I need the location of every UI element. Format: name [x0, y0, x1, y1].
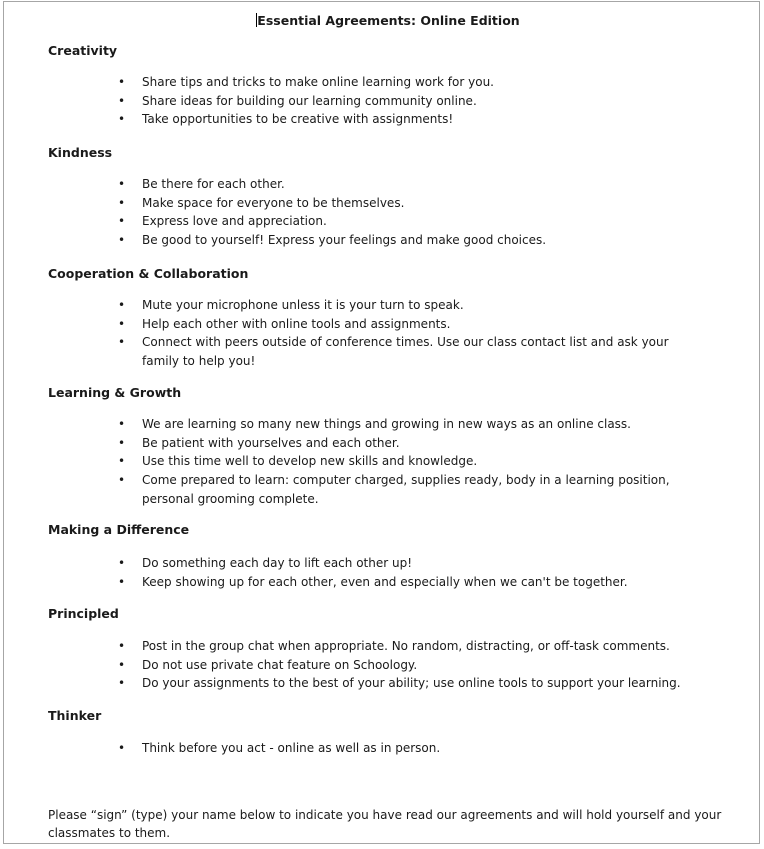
list-item: • Use this time well to develop new skills and knowledge.: [48, 452, 728, 471]
section-learning-growth-list: [48, 415, 728, 509]
bullet-icon: •: [118, 574, 126, 589]
section-creativity-list: [48, 73, 728, 129]
bullet-icon: •: [118, 639, 126, 653]
section-principled-list: [48, 637, 728, 693]
section-heading: Creativity: [48, 43, 118, 58]
section-kindness: [48, 144, 728, 162]
section-heading: Principled: [48, 606, 119, 621]
section-heading: Thinker: [48, 708, 102, 723]
list-item: • Make space for everyone to be themselves.: [48, 194, 728, 213]
bullet-icon: •: [118, 214, 126, 229]
bullet-icon: •: [118, 454, 126, 469]
bullet-icon: •: [118, 556, 126, 570]
list-item: • Post in the group chat when appropriate. No random, distracting, or off-task comments.: [48, 637, 728, 656]
section-making-a-difference: [48, 521, 728, 539]
section-cooperation-collaboration-list: [48, 296, 728, 371]
section-heading: Kindness: [48, 145, 113, 160]
list-item: • Help each other with online tools and assignments.: [48, 315, 728, 334]
section-heading: Learning & Growth: [48, 385, 182, 400]
closing-note: Please “sign” (type) your name below to indicate you have read our agreements and will hold yourself and your classmates to them.: [48, 808, 722, 840]
section-learning-growth: [48, 384, 728, 402]
bullet-icon: •: [118, 417, 126, 431]
bullet-icon: •: [118, 741, 126, 755]
list-item: • Share ideas for building our learning community online.: [48, 92, 728, 111]
section-making-a-difference-list: [48, 554, 728, 591]
section-creativity: [48, 42, 728, 60]
list-item: • Do not use private chat feature on Schoology.: [48, 656, 728, 675]
section-thinker-list: [48, 739, 728, 758]
bullet-icon: •: [118, 657, 126, 672]
list-item: • Express love and appreciation.: [48, 212, 728, 231]
list-item: • Connect with peers outside of conference times. Use our class contact list and ask your family to help you!: [118, 335, 669, 369]
bullet-icon: •: [118, 112, 126, 127]
bullet-icon: •: [118, 177, 126, 191]
list-item: • Share tips and tricks to make online learning work for you.: [48, 73, 728, 92]
list-item: • Be patient with yourselves and each other.: [48, 434, 728, 453]
bullet-icon: •: [118, 93, 126, 108]
bullet-icon: •: [118, 75, 126, 89]
document-page[interactable]: [3, 1, 760, 844]
list-item: • Keep showing up for each other, even and especially when we can't be together.: [48, 573, 728, 592]
section-heading: Cooperation & Collaboration: [48, 266, 249, 281]
document-title: Essential Agreements: Online Edition: [257, 13, 520, 28]
list-item: • Do your assignments to the best of your ability; use online tools to support your learning.: [48, 674, 728, 693]
bullet-icon: •: [118, 298, 126, 312]
section-kindness-list: [48, 175, 728, 250]
list-item: • Think before you act - online as well as in person.: [48, 739, 728, 758]
bullet-icon: •: [118, 195, 126, 210]
bullet-icon: •: [118, 316, 126, 331]
list-item: • Be there for each other.: [48, 175, 728, 194]
list-item: • Come prepared to learn: computer charged, supplies ready, body in a learning position, personal grooming complete.: [118, 473, 670, 506]
bullet-icon: •: [118, 233, 126, 248]
section-cooperation-collaboration: [48, 265, 728, 283]
list-item: • Be good to yourself! Express your feelings and make good choices.: [48, 231, 728, 250]
list-item: • Mute your microphone unless it is your turn to speak.: [48, 296, 728, 315]
bullet-icon: •: [118, 473, 126, 488]
list-item: • We are learning so many new things and growing in new ways as an online class.: [48, 415, 728, 434]
section-heading: Making a Difference: [48, 522, 190, 537]
bullet-icon: •: [118, 676, 126, 691]
bullet-icon: •: [118, 435, 126, 450]
list-item: • Take opportunities to be creative with assignments!: [48, 110, 728, 129]
section-thinker: [48, 707, 728, 725]
list-item: • Do something each day to lift each other up!: [48, 554, 728, 573]
bullet-icon: •: [118, 335, 126, 350]
section-principled: [48, 605, 728, 623]
